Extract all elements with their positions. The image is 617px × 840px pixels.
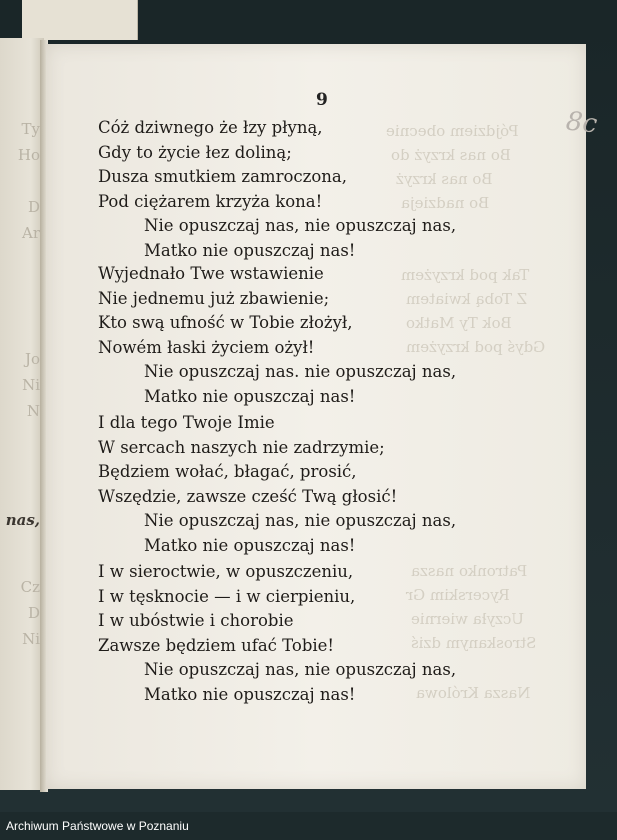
archive-credit: Archiwum Państwowe w Poznaniu [6, 819, 189, 833]
archive-pencil-mark: 8c [564, 106, 599, 140]
refrain-line: Nie opuszczaj nas, nie opuszczaj nas, [144, 216, 457, 235]
verse-line: Nie jednemu już zbawienie; [98, 288, 330, 308]
stanza-3 [98, 411, 528, 558]
book-page: Pójdziem obecnie Bo nas krzyż do Bo nas krzyż Bo nadzieja Tak pod krzyżem Z Tobą kwiatem Bok Ty Matko Gdyś pod krzyżem Patronko nasza Rycerskim Gr Uczyła wiernie Stroskanym dziś Nasza Królowa 9 8c Cóż dziwnego że łzy płyną, Gdy to życie łez doliną; Dusza smutkiem zamroczona, Pod ciężarem krzyża kona! Nie opuszczaj nas, nie opuszczaj nas, Matko nie opuszczaj nas! Wyjednało Twe wstawienie Nie jednemu już zbawienie; Kto swą ufność w Tobie złożył, Nowém łaski życiem ożył! Nie opuszczaj nas. nie opuszczaj nas, Matko nie opuszczaj nas! I dla tego Twoje Imie W sercach naszych nie zadrzymie; Będziem wołać, błagać, prosić, Wszędzie, zawsze cześć Twą głosić! Nie opuszczaj nas, nie opuszczaj nas, Matko nie opuszczaj nas! I w sieroctwie, w opuszczeniu, I w tęsknocie — i w cierpieniu, I w ubóstwie i chorobie Zawsze będziem ufać Tobie! Nie opuszczaj nas, nie opuszczaj nas, Matko nie opuszczaj nas! [46, 44, 586, 789]
refrain-line: Matko nie opuszczaj nas! [144, 386, 356, 406]
left-page-edge: Ty Ho D Ar Jo Ni N nas, Cz D Ni [0, 38, 44, 790]
verse-line: W sercach naszych nie zadrzymie; [98, 437, 385, 457]
verse-line: Będziem wołać, błagać, prosić, [98, 462, 357, 481]
verse-line: Wszędzie, zawsze cześć Twą głosić! [98, 486, 398, 506]
refrain-line: Nie opuszczaj nas. nie opuszczaj nas, [144, 362, 457, 381]
verse-line: Kto swą ufność w Tobie złożył, [98, 313, 353, 332]
refrain-line: Matko nie opuszczaj nas! [144, 535, 356, 555]
archive-footer [0, 812, 617, 840]
stanza-4 [98, 560, 528, 707]
refrain-line: Nie opuszczaj nas, nie opuszczaj nas, [144, 511, 457, 530]
left-page-fragment: nas, [5, 511, 40, 529]
page-number: 9 [316, 90, 328, 110]
refrain-line: Matko nie opuszczaj nas! [144, 240, 356, 260]
verse-line: Zawsze będziem ufać Tobie! [98, 635, 335, 655]
verse-line: I w ubóstwie i chorobie [98, 611, 294, 630]
verse-line: Wyjednało Twe wstawienie [98, 264, 324, 283]
verse-line: I w sieroctwie, w opuszczeniu, [98, 562, 354, 581]
verse-line: Pod ciężarem krzyża kona! [98, 191, 323, 211]
stanza-2 [98, 262, 528, 409]
paper-strip [22, 0, 138, 40]
verse-line: Nowém łaski życiem ożył! [98, 337, 315, 357]
verse-line: Dusza smutkiem zamroczona, [98, 167, 347, 186]
refrain-line: Matko nie opuszczaj nas! [144, 684, 356, 704]
verse-line: Cóż dziwnego że łzy płyną, [98, 118, 323, 137]
verse-line: I w tęsknocie — i w cierpieniu, [98, 586, 356, 606]
verse-line: Gdy to życie łez doliną; [98, 142, 292, 162]
refrain-line: Nie opuszczaj nas, nie opuszczaj nas, [144, 660, 457, 679]
verse-line: I dla tego Twoje Imie [98, 413, 275, 432]
stanza-1 [98, 116, 528, 263]
